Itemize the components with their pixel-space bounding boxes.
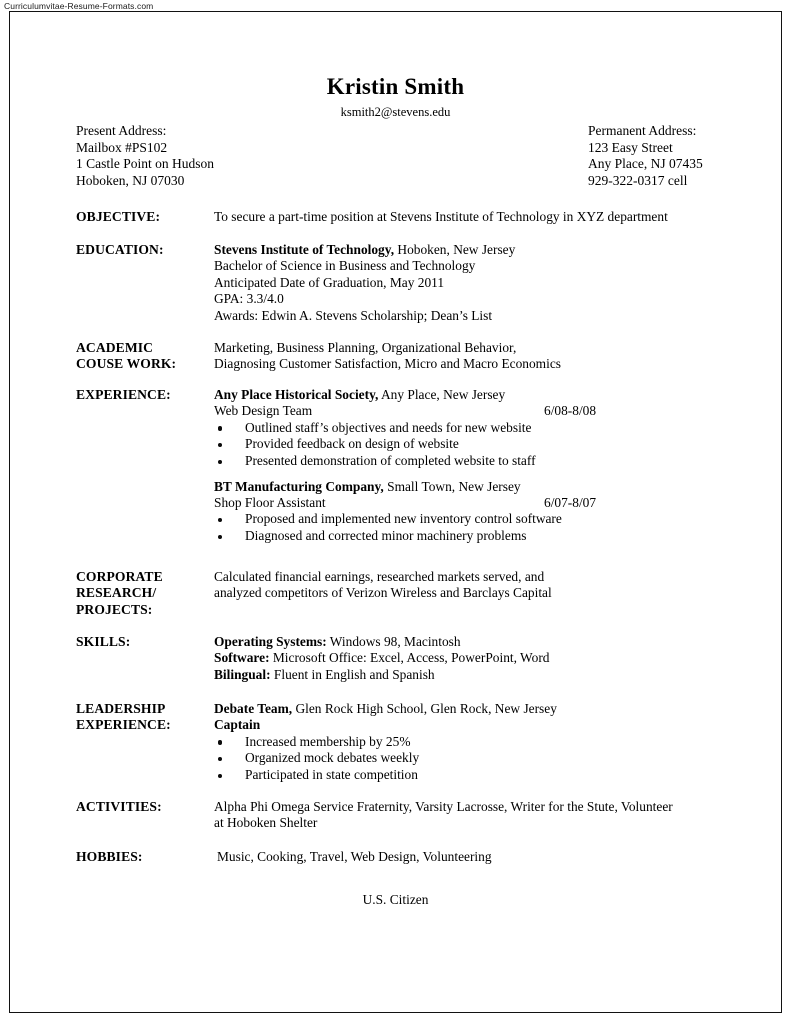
- bullet-text: Outlined staff’s objectives and needs for new website: [245, 419, 532, 435]
- education-school-location: Hoboken, New Jersey: [394, 242, 516, 257]
- hobbies-text: Music, Cooking, Travel, Web Design, Volunteering: [217, 849, 492, 864]
- section-body-coursework: [214, 340, 736, 373]
- education-school-line: [214, 242, 736, 258]
- corporate-research-line-2: analyzed competitors of Verizon Wireless and Barclays Capital: [214, 585, 552, 601]
- citizenship-note: U.S. Citizen: [362, 892, 429, 907]
- section-body-objective: [214, 209, 736, 225]
- present-address-label: Present Address:: [76, 123, 167, 138]
- section-body-corporate-research: [214, 569, 736, 602]
- coursework-line-2: Diagnosing Customer Satisfaction, Micro and Macro Economics: [214, 356, 561, 372]
- section-objective: [76, 209, 736, 225]
- section-label-skills: SKILLS:: [76, 634, 131, 649]
- list-item: [214, 767, 736, 784]
- skill-name: Bilingual:: [214, 666, 271, 682]
- bullet-text: Diagnosed and corrected minor machinery problems: [245, 528, 527, 543]
- skill-row: [214, 634, 736, 650]
- job-dates: 6/07-8/07: [544, 495, 597, 510]
- section-hobbies: [76, 849, 736, 865]
- education-gpa: GPA: 3.3/4.0: [214, 291, 284, 307]
- job-dates: 6/08-8/08: [544, 403, 597, 419]
- job-title-line: [214, 495, 736, 511]
- coursework-label-line-2: COUSE WORK:: [76, 356, 177, 372]
- job-title: Shop Floor Assistant: [214, 495, 326, 510]
- corporate-research-label-line-1: CORPORATE: [76, 569, 163, 584]
- bullet-text: Proposed and implemented new inventory control software: [245, 511, 562, 527]
- bullet-text: Organized mock debates weekly: [245, 750, 420, 766]
- permanent-address-line-2: Any Place, NJ 07435: [588, 156, 703, 172]
- list-item: [214, 528, 736, 545]
- leadership-role: Captain: [214, 717, 261, 733]
- list-item: [214, 436, 736, 453]
- section-body-experience: [214, 387, 736, 545]
- section-experience: [76, 387, 736, 545]
- section-coursework: [76, 340, 736, 373]
- section-label-leadership: [76, 701, 214, 734]
- skill-row: [214, 650, 736, 666]
- watermark-text: Curriculumvitae-Resume-Formats.com: [4, 1, 154, 11]
- bullet-icon: [218, 740, 222, 744]
- coursework-label-line-1: ACADEMIC: [76, 340, 154, 355]
- job-bullet-list: [214, 511, 736, 544]
- job-company-line: [214, 387, 736, 403]
- section-body-hobbies: [214, 849, 736, 865]
- bullet-icon: [218, 535, 222, 539]
- job-company-location: Small Town, New Jersey: [383, 478, 521, 494]
- job-bullet-list: [214, 420, 736, 470]
- experience-job: [214, 479, 736, 545]
- list-item: [214, 511, 736, 528]
- leadership-team-line: [214, 701, 736, 717]
- leadership-label-line-2: EXPERIENCE:: [76, 717, 171, 733]
- present-address-line-1: Mailbox #PS102: [76, 139, 168, 155]
- job-spacer: [214, 470, 736, 479]
- section-activities: [76, 799, 736, 832]
- bullet-text: Provided feedback on design of website: [245, 436, 459, 452]
- section-label-objective: OBJECTIVE:: [76, 209, 161, 224]
- job-company-name: BT Manufacturing Company,: [214, 478, 384, 494]
- section-label-activities: ACTIVITIES:: [76, 799, 162, 814]
- email-address: ksmith2@stevens.edu: [340, 105, 451, 119]
- list-item: [214, 420, 736, 437]
- education-degree: Bachelor of Science in Business and Technology: [214, 258, 476, 274]
- watermark-bar: [0, 0, 792, 11]
- bullet-icon: [218, 443, 222, 447]
- bullet-text: Presented demonstration of completed website to staff: [245, 453, 536, 468]
- objective-text: To secure a part-time position at Stevens Institute of Technology in XYZ department: [214, 209, 668, 224]
- activities-line-1: Alpha Phi Omega Service Fraternity, Varsity Lacrosse, Writer for the Stute, Volunteer: [214, 799, 673, 814]
- job-company-line: [214, 479, 736, 495]
- bullet-icon: [218, 426, 222, 430]
- skill-row: [214, 667, 736, 683]
- corporate-research-line-1: Calculated financial earnings, researched markets served, and: [214, 569, 545, 584]
- section-body-education: [214, 242, 736, 324]
- section-label-coursework: [76, 340, 214, 373]
- section-body-skills: [214, 634, 736, 683]
- leadership-label-line-1: LEADERSHIP: [76, 701, 166, 716]
- list-item: [214, 750, 736, 767]
- present-address-line-3: Hoboken, NJ 07030: [76, 172, 185, 188]
- permanent-address-line-1: 123 Easy Street: [588, 139, 673, 155]
- section-corporate-research: [76, 569, 736, 618]
- page-title: Kristin Smith: [326, 74, 465, 99]
- skill-value: Fluent in English and Spanish: [270, 666, 435, 682]
- education-school-name: Stevens Institute of Technology,: [214, 242, 395, 257]
- section-label-education: EDUCATION:: [76, 242, 164, 257]
- permanent-address-label: Permanent Address:: [588, 123, 697, 138]
- experience-job: [214, 387, 736, 470]
- section-body-activities: [214, 799, 736, 832]
- activities-line-2: at Hoboken Shelter: [214, 815, 318, 831]
- skill-name: Operating Systems:: [214, 634, 327, 649]
- education-graduation: Anticipated Date of Graduation, May 2011: [214, 274, 445, 290]
- section-body-leadership: [214, 701, 736, 784]
- corporate-research-label-line-3: PROJECTS:: [76, 601, 153, 617]
- coursework-line-1: Marketing, Business Planning, Organizational Behavior,: [214, 340, 517, 355]
- skill-value: Microsoft Office: Excel, Access, PowerPoint, Word: [269, 650, 550, 666]
- job-title: Web Design Team: [214, 403, 313, 419]
- education-awards: Awards: Edwin A. Stevens Scholarship; Dean’s List: [214, 307, 493, 323]
- permanent-address-line-3: 929-322-0317 cell: [588, 172, 688, 188]
- resume-page: [9, 11, 782, 1013]
- corporate-research-label-line-2: RESEARCH/: [76, 585, 157, 601]
- job-company-name: Any Place Historical Society,: [214, 387, 379, 402]
- bullet-icon: [218, 757, 222, 761]
- section-label-experience: EXPERIENCE:: [76, 387, 171, 402]
- leadership-bullet-list: [214, 734, 736, 784]
- skill-value: Windows 98, Macintosh: [326, 634, 461, 649]
- section-label-corporate-research: [76, 569, 214, 618]
- bullet-text: Increased membership by 25%: [245, 733, 411, 749]
- section-label-hobbies: HOBBIES:: [76, 849, 143, 864]
- leadership-team-location: Glen Rock High School, Glen Rock, New Jersey: [292, 701, 557, 716]
- section-skills: [76, 634, 736, 683]
- bullet-icon: [218, 460, 222, 464]
- job-company-location: Any Place, New Jersey: [378, 387, 506, 402]
- list-item: [214, 734, 736, 751]
- permanent-address-block: [588, 123, 703, 189]
- present-address-line-2: 1 Castle Point on Hudson: [76, 156, 215, 172]
- present-address-block: [76, 123, 214, 189]
- bullet-icon: [218, 774, 222, 778]
- bullet-icon: [218, 518, 222, 522]
- skill-name: Software:: [214, 650, 270, 666]
- section-leadership: [76, 701, 736, 784]
- section-education: [76, 242, 736, 324]
- job-title-line: [214, 403, 736, 419]
- bullet-text: Participated in state competition: [245, 767, 418, 782]
- list-item: [214, 453, 736, 470]
- leadership-team-name: Debate Team,: [214, 701, 293, 716]
